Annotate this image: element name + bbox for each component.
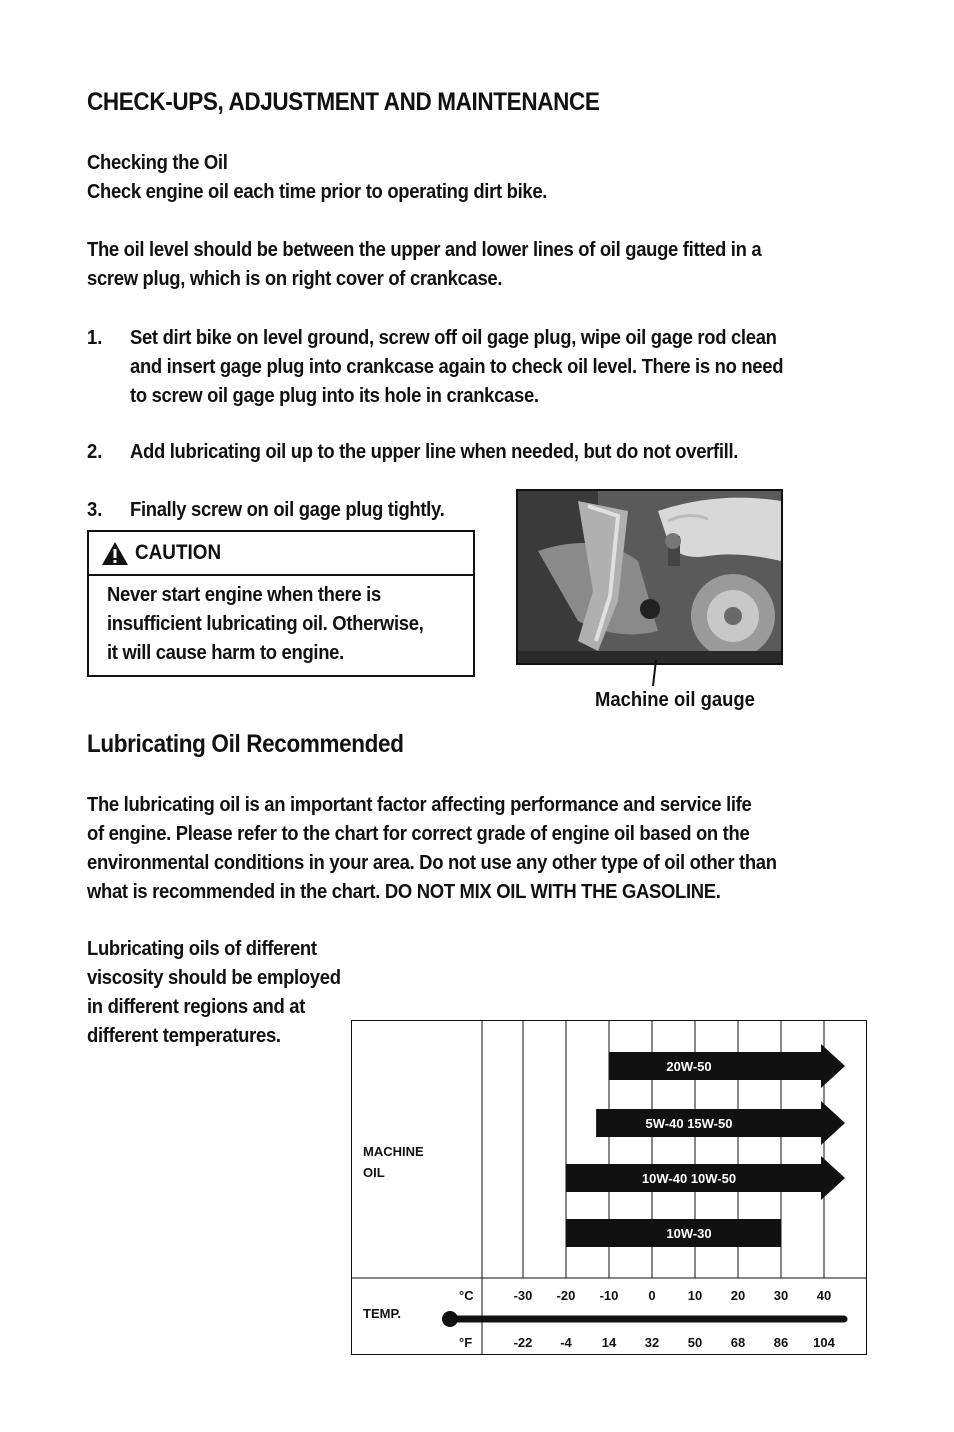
step-line: to screw oil gage plug into its hole in crankcase. — [130, 384, 539, 407]
viscosity-line: different temperatures. — [87, 1024, 281, 1047]
celsius-unit: °C — [459, 1288, 474, 1303]
lubricating-line: environmental conditions in your area. Do not use any other type of oil other than — [87, 851, 777, 874]
step-2-text: Add lubricating oil up to the upper line when needed, but do not overfill. — [130, 440, 739, 463]
oil-level-line: screw plug, which is on right cover of crankcase. — [87, 267, 503, 290]
celsius-tick: 0 — [648, 1288, 656, 1303]
caution-box — [87, 530, 475, 677]
page-title: CHECK-UPS, ADJUSTMENT AND MAINTENANCE — [87, 88, 600, 116]
viscosity-line: Lubricating oils of different — [87, 937, 317, 960]
oil-grade-label: 20W-50 — [666, 1059, 712, 1074]
celsius-tick: -20 — [556, 1288, 576, 1303]
oil-level-paragraph — [87, 235, 761, 293]
gauge-pointer-line — [640, 660, 660, 690]
celsius-tick: -10 — [599, 1288, 619, 1303]
caution-line: Never start engine when there is — [107, 583, 381, 606]
step-1-number: 1. — [87, 326, 103, 349]
celsius-tick: 10 — [687, 1288, 703, 1303]
fahrenheit-tick: 104 — [813, 1335, 835, 1350]
temp-label: TEMP. — [363, 1306, 402, 1321]
fahrenheit-tick: 14 — [601, 1335, 617, 1350]
oil-grade-label: 10W-40 10W-50 — [641, 1171, 737, 1186]
step-line: Set dirt bike on level ground, screw off oil gage plug, wipe oil gage rod clean — [130, 326, 777, 349]
celsius-tick: 30 — [773, 1288, 789, 1303]
step-1-text — [130, 323, 783, 410]
caution-line: it will cause harm to engine. — [107, 641, 344, 664]
fahrenheit-tick: 32 — [644, 1335, 660, 1350]
checking-text: Check engine oil each time prior to operating dirt bike. — [87, 180, 548, 203]
fahrenheit-tick: 68 — [730, 1335, 746, 1350]
oil-grade-label: 10W-30 — [666, 1226, 712, 1241]
oil-label: OIL — [363, 1165, 385, 1180]
fahrenheit-tick: -22 — [513, 1335, 533, 1350]
caution-line: insufficient lubricating oil. Otherwise, — [107, 612, 424, 635]
checking-heading: Checking the Oil — [87, 151, 228, 174]
celsius-tick: 40 — [816, 1288, 832, 1303]
lubricating-paragraph — [87, 790, 777, 906]
oil-grade-label: 5W-40 15W-50 — [645, 1116, 733, 1131]
lubricating-line: of engine. Please refer to the chart for correct grade of engine oil based on the — [87, 822, 750, 845]
caution-title: CAUTION — [135, 541, 222, 564]
machine-label: MACHINE — [363, 1144, 424, 1159]
step-3-number: 3. — [87, 498, 103, 521]
fahrenheit-unit: °F — [459, 1335, 473, 1350]
fahrenheit-tick: 50 — [687, 1335, 703, 1350]
oil-gauge-photo — [516, 489, 783, 665]
warning-triangle-icon — [101, 541, 129, 566]
engine-photo-illustration — [518, 491, 781, 663]
lubricating-line: what is recommended in the chart. DO NOT MIX OIL WITH THE GASOLINE. — [87, 880, 721, 903]
chart-svg — [351, 1020, 867, 1355]
fahrenheit-tick: 86 — [773, 1335, 789, 1350]
caution-text — [107, 580, 423, 667]
viscosity-paragraph — [87, 934, 341, 1050]
step-3-text: Finally screw on oil gage plug tightly. — [130, 498, 445, 521]
step-2-number: 2. — [87, 440, 103, 463]
photo-caption: Machine oil gauge — [595, 688, 755, 711]
caution-header — [89, 532, 473, 576]
viscosity-line: viscosity should be employed — [87, 966, 341, 989]
oil-level-line: The oil level should be between the upper and lower lines of oil gauge fitted in a — [87, 238, 762, 261]
oil-viscosity-chart — [351, 1020, 867, 1355]
oil-grade-bar — [566, 1219, 781, 1247]
lubricating-heading: Lubricating Oil Recommended — [87, 730, 404, 758]
celsius-tick: -30 — [513, 1288, 533, 1303]
fahrenheit-tick: -4 — [560, 1335, 572, 1350]
viscosity-line: in different regions and at — [87, 995, 306, 1018]
celsius-tick: 20 — [730, 1288, 746, 1303]
lubricating-line: The lubricating oil is an important factor affecting performance and service life — [87, 793, 752, 816]
step-line: and insert gage plug into crankcase again to check oil level. There is no need — [130, 355, 784, 378]
